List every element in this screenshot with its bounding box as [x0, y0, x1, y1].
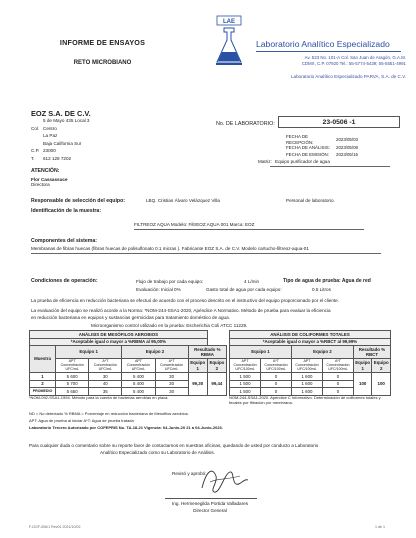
cell: 5 650: [56, 388, 89, 396]
cell: 5 400: [122, 388, 155, 396]
microorganism-note: Microorganismo control utilizado en la prueba: Escherichia Coli ATCC 11229.: [91, 323, 248, 328]
matrix-underline: [270, 166, 390, 167]
cell: 5 700: [56, 380, 89, 388]
report-header: [0, 38, 205, 68]
column-subheader: [155, 359, 188, 373]
cell: 0: [261, 388, 292, 396]
signature-scribble: [196, 462, 256, 496]
water-type-label: Tipo de agua de prueba: Agua de red: [283, 278, 371, 284]
sample-id-value: FILTREOZ AQUA Modelo: FiltrEOZ AQUA 001 Marca: EOZ: [134, 222, 255, 227]
apt-label: APT: [68, 358, 76, 363]
flow-value: 4 L/min: [244, 279, 260, 284]
cell: PROMEDIO: [30, 388, 56, 396]
client-address: [31, 117, 89, 163]
subheader-text: Concentración UFC/100mL: [326, 362, 350, 371]
column-header: Equipo 2: [207, 359, 226, 373]
cell: 1 500: [230, 388, 261, 396]
lab-address: [256, 55, 406, 66]
lab-divider: [256, 51, 401, 52]
table-subtitle: *Aceptable igual o mayor a %RBMA al 95,00%: [30, 338, 208, 346]
column-header: Equipo 2: [291, 346, 353, 359]
column-subheader: [89, 359, 122, 373]
address-value: La Paz: [43, 133, 58, 139]
volume-value: 0.5 Litros: [312, 287, 331, 292]
column-header: Equipo 1: [355, 360, 371, 371]
address-value: Baja California Sur: [43, 140, 82, 146]
conditions-text-3: en reducción bacteriana en equipos y sustancias germicidas para tratamiento doméstico de agua.: [31, 315, 230, 320]
table-coliformes-totales: [229, 330, 391, 396]
date-label: FECHA DE EMISIÓN:: [286, 152, 329, 157]
aerobios-footnote: *NOM-092-SSA1-1994. Método para la cuenta de bacterias aerobias en placa.: [29, 395, 169, 400]
column-header: Equipo 1: [188, 359, 207, 373]
column-header: Resultado % RBMA: [188, 346, 226, 359]
closing-line: Para cualquier duda o comentario sobre su reporte favor de contactarnos en nuestras oficinas, quedando de usted por conducto a Laboratorio: [29, 443, 319, 448]
cell: 2: [30, 380, 56, 388]
attention-role: Directora: [31, 182, 50, 188]
subheader-text: Concentración UFC/100mL: [295, 362, 319, 371]
address-key: C.P.: [31, 148, 40, 154]
cell: 0: [323, 380, 354, 388]
column-header: Equipo 2: [122, 346, 188, 359]
report-title: INFORME DE ENSAYOS: [59, 38, 146, 47]
address-key: Col.: [31, 125, 40, 131]
att-label: A*T: [102, 358, 109, 363]
cell: 5 600: [56, 373, 89, 381]
footer-form-code: F-DGF-006/1 Rev01 2021/10/02: [29, 525, 81, 529]
lab-flask-logo: [214, 14, 244, 69]
address-value: 612 128 7202: [43, 155, 72, 161]
subheader-text: Concentración UFC/mL: [160, 362, 184, 371]
address-value: 23000: [43, 148, 56, 154]
responsible-role: Personal de laboratorio.: [286, 198, 335, 203]
responsible-value: LBQ. Cristian Álvaro Velázquez Villa: [146, 198, 220, 203]
matrix-label: Matriz:: [258, 159, 272, 164]
table-subtitle: *Aceptable igual o mayor a %RBCT al 99,99%: [230, 338, 391, 346]
signature-line: [165, 498, 257, 499]
lab-accreditation: Laboratorio Analítico Especializado PARVA, S.A. de C.V.: [291, 74, 406, 79]
components-value: Membranas de fibras huecas (fibras huecas de polisulfonato 0.1 micras ). Fabricante EOZ S.A. de C.V. Modelo cartucho-filtreoz-aqua-01: [31, 246, 309, 251]
cell: 40: [89, 380, 122, 388]
coliformes-footnote: NOM-244-SSA1-2020. Apéndice C Informativo. Determinación de coliformes totales y fecales por filtración por membrana.: [229, 395, 381, 405]
cell: 1 600: [291, 388, 322, 396]
cell: 0: [261, 373, 292, 381]
column-subheader: [291, 359, 322, 373]
note-line: ND = No detectado % RBMA = Porcentaje en reducción bacteriana de Mesófilos aerobios.: [29, 411, 189, 416]
cell: 1 500: [230, 373, 261, 381]
attention-label: ATENCIÓN:: [31, 168, 60, 174]
column-subheader: [230, 359, 261, 373]
subheader-text: Concentración UFC/100mL: [264, 362, 288, 371]
subheader-text: Concentración UFC/mL: [126, 362, 151, 371]
apt-label: APT: [303, 358, 311, 363]
matrix-value: Equipo purificador de agua: [275, 159, 330, 164]
note-line: APT: Agua de prueba al iniciar A*T: Agua de prueba tratada: [29, 418, 134, 423]
sample-id-label: Identificación de la muestra:: [31, 208, 102, 214]
responsible-label: Responsable de selección del equipo:: [31, 198, 125, 204]
reviewed-label: Revisó y aprobó:: [172, 471, 207, 476]
date-value: 2023/05/08: [336, 144, 358, 150]
cell: 30: [155, 380, 188, 388]
cell: 35: [89, 388, 122, 396]
footer-page-number: 1 de 1: [375, 525, 385, 529]
cell: 1 600: [291, 380, 322, 388]
eval-label: Evaluación: Inicial 0%: [136, 287, 181, 292]
date-value: 2023/05/03: [336, 137, 358, 142]
conditions-text-2: La evaluación del equipo se realizó acorde a la Norma: *NOM-244-SSA1-2020, Apéndice A Normativo. Método de prueba para evaluar la eficiencia: [31, 308, 331, 313]
cell: 0: [323, 388, 354, 396]
result-cell: 99,44: [207, 373, 226, 396]
address-value: Centro: [43, 125, 57, 131]
signer-role: Director General: [193, 508, 227, 513]
report-subtitle: RETO MICROBIANO: [73, 60, 132, 66]
attention-name: Flor Cassassuce: [31, 176, 68, 182]
attention-block: [31, 168, 68, 188]
subheader-text: Concentración UFC/mL: [93, 362, 117, 371]
table-title: ANÁLISIS DE COLIFORMES TOTALES: [230, 331, 391, 339]
cell: 30: [155, 373, 188, 381]
att-label: A*T: [168, 358, 175, 363]
cell: 30: [155, 388, 188, 396]
result-cell: 99,30: [188, 373, 207, 396]
column-header: Equipo 2: [373, 360, 389, 371]
column-subheader: [323, 359, 354, 373]
column-header: Equipo 1: [56, 346, 122, 359]
closing-line: Analítico Especializado como su Laboratorio de Análisis.: [100, 450, 215, 455]
column-header: Muestra: [30, 346, 56, 373]
cell: 0: [323, 373, 354, 381]
apt-label: APT: [241, 358, 249, 363]
cell: 0: [261, 380, 292, 388]
column-header: Equipo 1: [230, 346, 292, 359]
lab-address-line: Av. 523 No. 101-A Col. San Juan de Aragón, G.A.M.: [304, 55, 406, 60]
cell: 5 400: [122, 373, 155, 381]
cell: 1 600: [291, 373, 322, 381]
conditions-label: Condiciones de operación:: [31, 278, 98, 284]
table-row: [230, 373, 391, 381]
apt-label: APT: [134, 358, 142, 363]
sample-id-underline: [134, 229, 364, 230]
volume-label: Gasto total de agua por cada equipo:: [206, 287, 282, 292]
report-dates: [286, 136, 358, 159]
subheader-text: Concentración UFC/mL: [60, 362, 84, 371]
components-underline: [31, 253, 381, 254]
column-header: Resultado % RBCT: [353, 346, 390, 359]
table-title: ANÁLISIS DE MESÓFILOS AEROBIOS: [30, 331, 208, 339]
cell: 5 400: [122, 380, 155, 388]
date-value: 2023/05/16: [336, 152, 358, 157]
note-line: Laboratorio Tercero Autorizado por COFEPRIS No. TA-18-21 Vigencia: 04-Junio-20 21 a 04-Junio-2023.: [29, 425, 223, 430]
address-key: T.: [31, 155, 35, 161]
column-subheader: [122, 359, 155, 373]
column-subheader: [261, 359, 292, 373]
svg-text:LAE: LAE: [223, 19, 235, 25]
table-row: [30, 373, 227, 381]
date-label: FECHA DE RECEPCIÓN:: [286, 134, 314, 145]
cell: 30: [89, 373, 122, 381]
lab-number: 23-0506 -1: [278, 116, 400, 128]
components-label: Componentes del sistema:: [31, 238, 98, 244]
lab-name: Laboratorio Analítico Especializado: [256, 39, 390, 49]
cell: 1 500: [230, 380, 261, 388]
date-label: FECHA DE ANÁLISIS:: [286, 144, 330, 150]
address-value: 5 de Mayo 435 Local 3: [43, 117, 90, 123]
flow-label: Flujo de trabajo por cada equipo:: [136, 279, 204, 284]
subheader-text: Concentración UFC/100mL: [233, 362, 257, 371]
lab-number-label: No. DE LABORATORIO:: [216, 121, 275, 127]
cell: 1: [30, 373, 56, 381]
table-mesofilos-aerobios: [29, 330, 227, 396]
column-subheader: [56, 359, 89, 373]
result-cell: 100: [353, 373, 372, 396]
att-label: A*T: [334, 358, 341, 363]
lab-address-line: CDMX, C.P. 07920 Tel.: 55-5774-5439; 55-5551-4991: [301, 60, 406, 66]
signer-name: Ing. Hermenegilda Portida Valladares: [171, 501, 248, 506]
conditions-text-1: La prueba de eficiencia en reducción bacteriana se efectuó de acuerdo con el proceso descrito en el instructivo del equipo proporcionado por el cliente.: [31, 298, 339, 303]
att-label: A*T: [273, 358, 279, 363]
result-cell: 100: [372, 373, 391, 396]
client-name: EOZ S.A. DE C.V.: [31, 109, 91, 118]
